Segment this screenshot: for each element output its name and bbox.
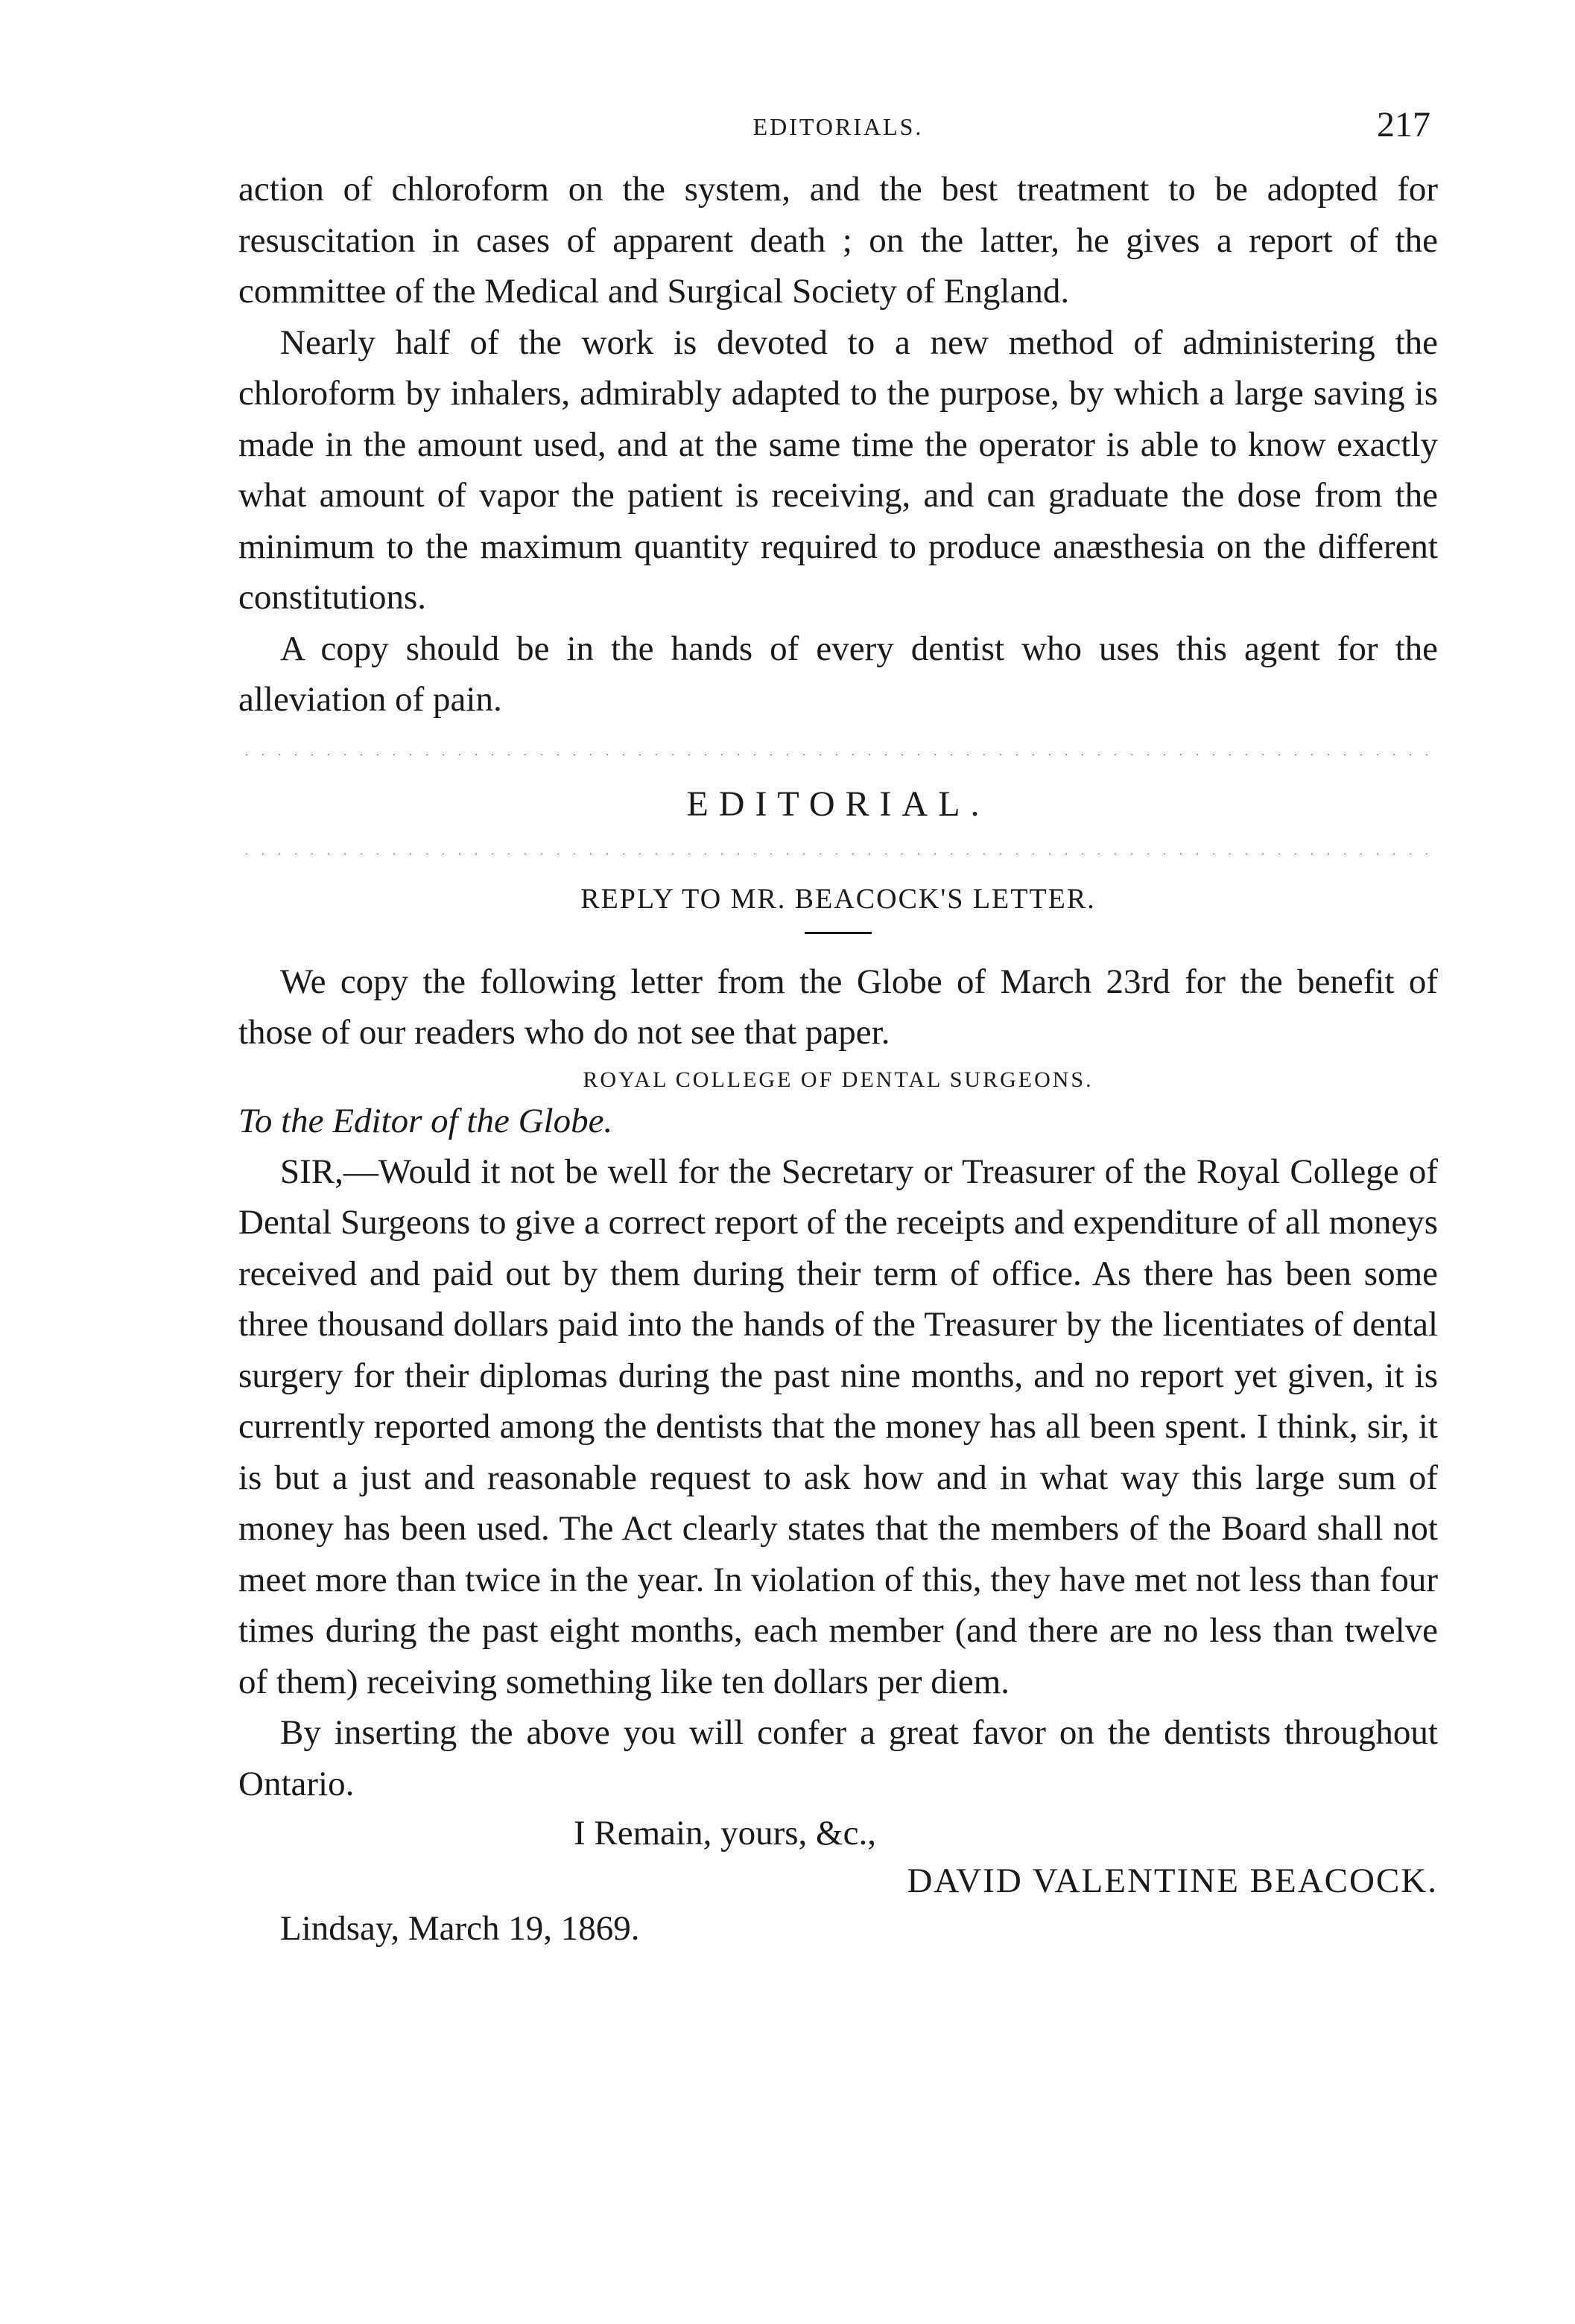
dotted-rule-top (238, 754, 1438, 755)
letter-signature: DAVID VALENTINE BEACOCK. (907, 1861, 1438, 1900)
editorial-intro: We copy the following letter from the Globe of March 23rd for the benefit of those of our readers who do not see that paper. (238, 962, 1438, 1052)
letter-closing-paragraph: By inserting the above you will confer a great favor on the dentists throughout Ontario. (238, 1713, 1438, 1803)
letter-closing: I Remain, yours, &c., (574, 1814, 876, 1852)
letter-subhead: ROYAL COLLEGE OF DENTAL SURGEONS. (583, 1067, 1094, 1092)
dotted-rule-bottom (238, 853, 1438, 854)
running-title: EDITORIALS. (752, 113, 924, 140)
letter-dateline: Lindsay, March 19, 1869. (280, 1909, 640, 1948)
editorial-heading: REPLY TO MR. BEACOCK'S LETTER. (580, 883, 1096, 915)
review-paragraph-3: A copy should be in the hands of every dentist who uses this agent for the alleviation of pain. (238, 629, 1438, 719)
page (238, 104, 1438, 1952)
heading-rule (805, 932, 872, 934)
section-title: EDITORIAL. (686, 784, 990, 824)
page-number: 217 (1377, 105, 1430, 145)
review-paragraph-2: Nearly half of the work is devoted to a new method of administering the chloroform by inhalers, admirably adapted to the purpose, by which a large saving is made in the amount used, and at the same time the operator is able to know exactly what amount of vapor the patient is receiving, and can graduate the dose from the minimum to the maximum quantity required to produce anæsthesia on the different constitutions. (238, 323, 1438, 617)
letter-body: SIR,—Would it not be well for the Secretary or Treasurer of the Royal College of Dental Surgeons to give a correct report of the receipts and expenditure of all moneys received and paid out by them during their term of office. As there has been some three thousand dollars paid into the hands of the Treasurer by the licentiates of dental surgery for their diplomas during the past nine months, and no report yet given, it is currently reported among the dentists that the money has all been spent. I think, sir, it is but a just and reasonable request to ask how and in what way this large sum of money has been used. The Act clearly states that the members of the Board shall not meet more than twice in the year. In violation of this, they have met not less than four times during the past eight months, each member (and there are no less than twelve of them) receiving something like ten dollars per diem. (238, 1152, 1438, 1701)
running-head (238, 104, 1438, 164)
review-paragraph-1: action of chloroform on the system, and the best treatment to be adopted for resuscitation in cases of apparent death ; on the latter, he gives a report of the committee of the Medical and Surgical Society of England. (238, 170, 1438, 311)
letter-salutation: To the Editor of the Globe. (238, 1101, 613, 1140)
